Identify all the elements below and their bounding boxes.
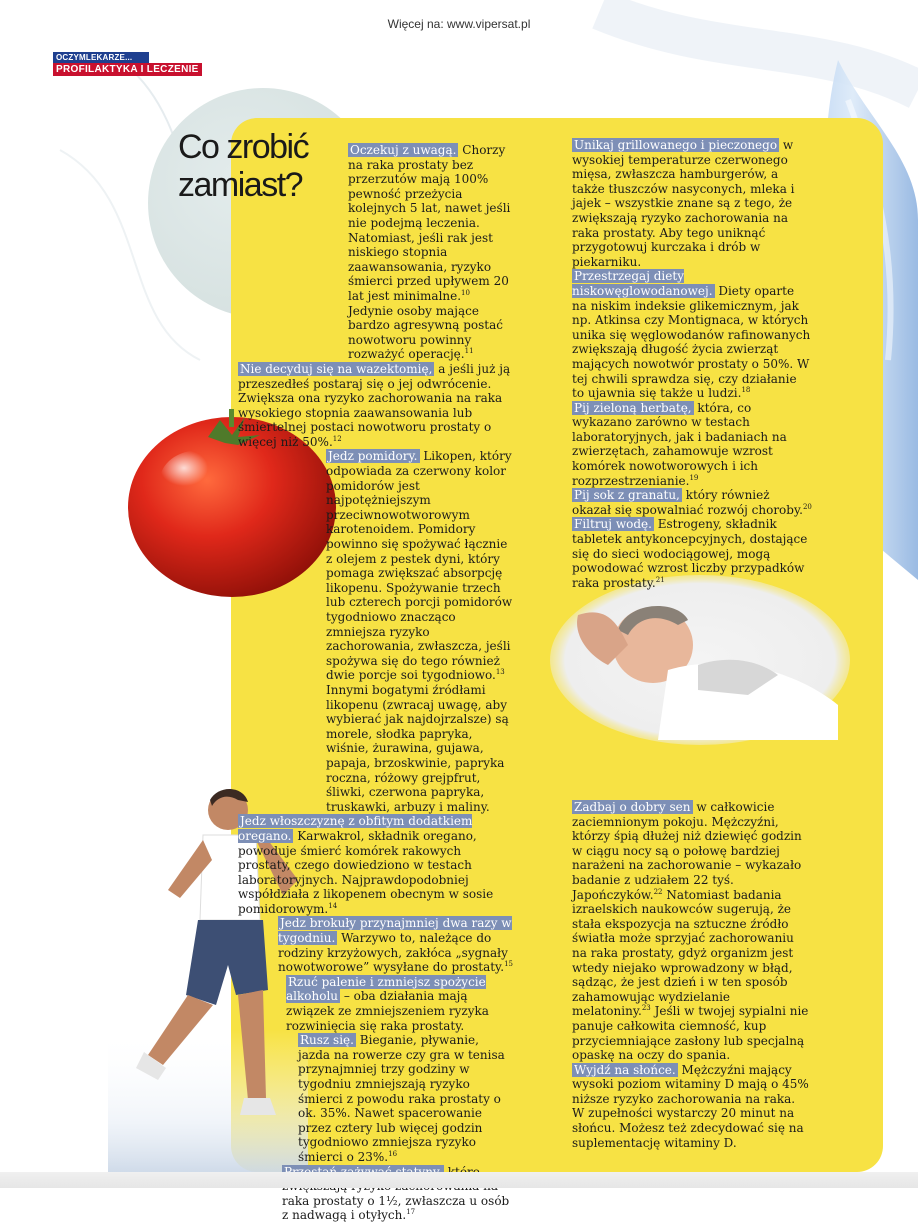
tip-heading: Unikaj grillowanego i pieczonego	[574, 138, 778, 152]
footnote-ref: 19	[689, 473, 699, 482]
tip-text: – oba działania mają związek ze zmniejszeniem ryzyka rozwinięcia się raka prostaty.	[286, 989, 489, 1033]
tip-paragraph	[238, 814, 514, 916]
tip-text: Jedynie osoby mające bardzo agresywną postać nowotworu powinny rozważyć operację.	[348, 303, 503, 362]
section-label	[53, 52, 202, 76]
tip-heading: Pij zieloną herbatę,	[574, 400, 692, 415]
tip-text: Innymi bogatymi źródłami likopenu (zwracaj uwagę, aby wybierać jak najdojrzalsze) są morele, słodka papryka, wiśnie, żurawina, gujawa, papaja, brzoskwinie, papryka roczna, różowy grejpfrut, śliwki, czerwona papryka, truskawki, arbuzy i maliny.	[326, 682, 509, 814]
tip-text: Jeśli w twojej sypialni nie panuje całkowita ciemność, kup przyciemniające zasłony lub specjalną opaskę na oczy do spania.	[572, 1004, 809, 1063]
footnote-ref: 12	[332, 434, 342, 443]
tip-text: Bieganie, pływanie, jazda na rowerze czy gra w tenisa przynajmniej trzy godziny w tygodniu zmniejszają ryzyko śmierci z powodu raka prostaty o ok. 35%. Nawet spacerowanie przez cztery lub więcej godzin tygodniowo zmniejsza ryzyko śmierci o 23%.	[298, 1033, 505, 1164]
footnote-ref: 23	[641, 1004, 651, 1013]
right-column-top	[572, 138, 812, 590]
tip-paragraph	[238, 143, 514, 362]
tip-paragraph	[572, 488, 812, 517]
tip-heading: Oczekuj z uwagą.	[350, 143, 457, 157]
tip-heading: Filtruj wodę.	[574, 517, 652, 532]
page-bottom-strip	[0, 1172, 918, 1188]
footnote-ref: 16	[388, 1149, 398, 1158]
tip-paragraph	[572, 800, 810, 1063]
tip-text: Mężczyźni mający wysoki poziom witaminy D mają o 45% niższe ryzyko zachorowania na raka. W zupełności wystarczy 20 minut na słońcu. Możesz też zdecydować się na suplementację witaminy D.	[572, 1062, 809, 1150]
tip-text: Natomiast badania izraelskich naukowców sugerują, że stała ekspozycja na sztuczne źródło światła może sprzyjać zachorowaniu na raka prostaty, gdyż organizm jest wtedy niejako wprowadzony w błąd, sądząc, że jest dzień i w ten sposób zahamowując wydzielanie melatoniny.	[572, 887, 794, 1019]
footnote-ref: 20	[802, 502, 812, 511]
tip-text: w wysokiej temperaturze czerwonego mięsa, zwłaszcza hamburgerów, a także tłuszczów nasyconych, mleka i jajek – wszystkie znane są z tego, że zwiększają ryzyko zachorowania na raka prostaty. Aby tego uniknąć przygotowuj kurczaka i drób w piekarniku.	[572, 138, 795, 269]
footnote-ref: 17	[406, 1208, 416, 1217]
right-column-bottom	[572, 800, 810, 1150]
tip-paragraph	[572, 138, 812, 269]
tip-paragraph	[572, 269, 812, 400]
footnote-ref: 14	[328, 901, 338, 910]
tip-text: a jeśli już ją przeszedłeś postaraj się o jej odwrócenie. Zwiększa ona ryzyko zachorowania na raka wysokiego stopnia zaawansowania lub śmiertelnej postaci nowotworu prostaty o więcej niż 50%.	[238, 361, 511, 449]
page-title: Co zrobić zamiast?	[178, 128, 309, 204]
source-link[interactable]: Więcej na: www.vipersat.pl	[387, 17, 531, 31]
tip-heading: Jedz włoszczyznę z obfitym dodatkiem oregano.	[238, 814, 473, 843]
section-label-bottom: PROFILAKTYKA I LECZENIE	[53, 63, 202, 76]
footnote-ref: 21	[655, 575, 665, 584]
tip-text: Warzywo to, należące do rodziny krzyżowych, zakłóca „sygnały nowotworowe” wysyłane do prostaty.	[278, 931, 508, 975]
tip-text: Diety oparte na niskim indeksie glikemicznym, jak np. Atkinsa czy Montignaca, w których unika się węglowodanów rafinowanych zwiększają długość życia zwierząt mających nowotwór prostaty o 50%. W tej chwili sprawdza się, czy działanie to ujawnia się także u ludzi.	[572, 283, 811, 401]
tip-text: która, co wykazano zarówno w testach laboratoryjnych, jak i badaniach na zwierzętach, zahamowuje wzrost komórek nowotworowych i ich rozprzestrzenianie.	[572, 400, 787, 488]
footnote-ref: 22	[653, 887, 663, 896]
tip-paragraph	[238, 916, 514, 974]
tip-paragraph	[572, 517, 812, 590]
tip-text: który również okazał się spowalniać rozwój choroby.	[572, 488, 803, 517]
tip-paragraph	[572, 1063, 810, 1151]
footnote-ref: 13	[495, 668, 505, 677]
footnote-ref: 11	[464, 347, 474, 356]
tip-heading: Pij sok z granatu,	[574, 488, 680, 503]
tip-paragraph	[238, 975, 514, 1033]
tip-paragraph	[572, 401, 812, 489]
tip-paragraph	[238, 362, 514, 450]
tip-text: raka prostaty o 1½, zwłaszcza u osób z nadwagą i otyłych.	[282, 1193, 510, 1223]
tip-heading: Zadbaj o dobry sen	[574, 800, 691, 814]
tip-text: Chorzy na raka prostaty bez przerzutów mają 100% pewność przeżycia kolejnych 5 lat, nawet jeśli nie podejmą leczenia. Natomiast, jeśli rak jest niskiego stopnia zaawansowania, ryzyko śmierci przed upływem 20 lat jest minimalne.	[348, 143, 511, 303]
tip-heading: Rzuć palenie i zmniejsz spożycie alkoholu	[286, 974, 486, 1004]
tip-heading: Przestrzegaj diety niskowęglowodanowej.	[572, 269, 713, 298]
section-label-top: OCZYMLEKARZE...	[53, 52, 149, 63]
tip-text: Estrogeny, składnik tabletek antykoncepcyjnych, dostające się do sieci wodociągowej, mogą powodować wzrost liczby przypadków raka prostaty.	[572, 517, 808, 590]
tip-heading: Rusz się.	[300, 1033, 354, 1048]
tip-heading: Jedz pomidory.	[328, 449, 418, 464]
tip-text: Karwakrol, składnik oregano, powoduje śmierć komórek rakowych prostaty, czego dowiedziono w testach laboratoryjnych. Najprawdopodobniej współdziała z likopenem obecnym w sosie pomidorowym.	[238, 828, 494, 916]
footnote-ref: 10	[461, 288, 470, 297]
tip-heading: Wyjdź na słońce.	[574, 1062, 676, 1077]
left-column	[238, 143, 514, 1223]
sleeping-man-image	[548, 575, 853, 745]
tip-heading: Nie decyduj się na wazektomię,	[240, 361, 433, 376]
tip-text: w całkowicie zaciemnionym pokoju. Mężczyźni, którzy śpią dłużej niż dziewięć godzin w ciągu nocy są o połowę bardziej narażeni na zachorowanie – wykazało badanie z udziałem 22 tyś. Japończyków.	[572, 800, 802, 902]
tip-paragraph	[238, 449, 514, 814]
tip-text: Likopen, który odpowiada za czerwony kolor pomidorów jest najpotężniejszym przeciwnowotworowym karotenoidem. Pomidory powinno się spożywać łącznie z olejem z pestek dyni, który pomaga zwiększać absorpcję likopenu. Spożywanie trzech lub czterech porcji pomidorów tygodniowo znacząco zmniejsza ryzyko zachorowania, zwłaszcza, jeśli spożywa się do tego również dwie porcje soi tygodniowo.	[326, 449, 513, 683]
tip-heading: Jedz brokuły przynajmniej dwa razy w tygodniu.	[278, 916, 512, 946]
tip-paragraph	[238, 1033, 514, 1164]
footnote-ref: 18	[741, 386, 751, 395]
footnote-ref: 15	[504, 960, 513, 969]
